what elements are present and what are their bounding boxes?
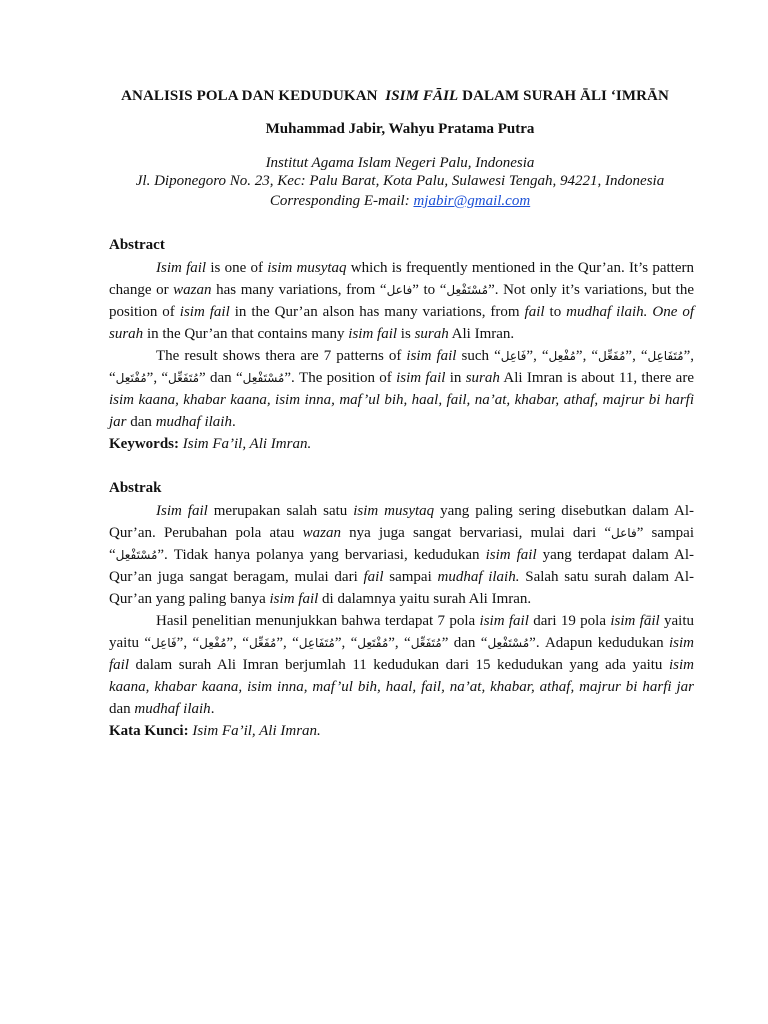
arabic-pattern: مُسْتَفْعِل [242, 371, 285, 385]
title-italic: ISIM FĀIL [385, 88, 459, 104]
keywords-value: Isim Fa’il, Ali Imran. [182, 436, 312, 452]
abstract-id-paragraph-1: Isim fail merupakan salah satu isim musytaq yang paling sering disebutkan dalam Al-Qur’an. Perubahan pola atau wazan nya juga sangat bervariasi, mulai dari “فاعل” sampai “مُسْتَفْعِل”. Tidak hanya polanya yang bervariasi, kedudukan isim fail yang terdapat dalam Al-Qur’an juga sangat beragam, mulai dari fail sampai mudhaf ilaih. Salah satu surah dalam Al-Qur’an yang paling banya isim fail di dalamnya yaitu surah Ali Imran. [109, 503, 695, 607]
paper-title [0, 88, 768, 105]
arabic-pattern: مُتَفَاعِل [298, 636, 335, 650]
address: Jl. Diponegoro No. 23, Kec: Palu Barat, Kota Palu, Sulawesi Tengah, 94221, Indonesia [135, 173, 665, 189]
arabic-pattern: مُتَفَعِّل [168, 371, 200, 385]
keywords-line [109, 433, 694, 455]
arabic-pattern: مُفْعِل [548, 349, 576, 363]
abstract-id [109, 500, 694, 742]
title-text: ANALISIS POLA DAN KEDUDUKAN [121, 88, 378, 104]
abstract-en [109, 257, 694, 455]
arabic-pattern: فاعل [386, 283, 413, 297]
arabic-pattern: مُسْتَفْعِل [446, 283, 489, 297]
keywords-label: Keywords: [109, 436, 179, 452]
arabic-pattern: مُفْتَعِل [115, 371, 147, 385]
abstrak-heading: Abstrak [109, 480, 162, 496]
arabic-pattern: مُفْعِل [199, 636, 227, 650]
arabic-pattern: مُفْتَعِل [357, 636, 389, 650]
arabic-pattern: مُفَعِّل [248, 636, 277, 650]
abstract-en-paragraph-1: Isim fail is one of isim musytaq which is frequently mentioned in the Qur’an. It’s pattern change or wazan has many variations, from “فاعل” to “مُسْتَفْعِل”. Not only it’s variations, but the position of isim fail in the Qur’an alson has many variations, from fail to mudhaf ilaih. One of surah in the Qur’an that contains many isim fail is surah Ali Imran. [109, 260, 695, 342]
arabic-pattern: مُتَفَاعِل [647, 349, 684, 363]
abstract-heading: Abstract [109, 237, 165, 253]
title-text-end: DALAM SURAH ĀLI ‘IMRĀN [462, 88, 669, 104]
kata-kunci-label: Kata Kunci: [109, 723, 189, 739]
institution: Institut Agama Islam Negeri Palu, Indonesia [265, 155, 535, 171]
kata-kunci-line [109, 720, 694, 742]
email-label: Corresponding E-mail: [269, 193, 410, 209]
kata-kunci-value: Isim Fa’il, Ali Imran. [192, 723, 321, 739]
arabic-pattern: مُفَعِّل [598, 349, 626, 363]
email-line [0, 193, 768, 210]
arabic-pattern: فاعل [611, 526, 637, 540]
arabic-pattern: مُتَفَعِّل [410, 636, 442, 650]
email-link[interactable]: mjabir@gmail.com [413, 193, 531, 209]
abstract-id-paragraph-2: Hasil penelitian menunjukkan bahwa terdapat 7 pola isim fail dari 19 pola isim fāil yaitu yaitu “فَاعِل”, “مُفْعِل”, “مُفَعِّل”, “مُتَفَاعِل”, “مُفْتَعِل”, “مُتَفَعِّل” dan “مُسْتَفْعِل”. Adapun kedudukan isim fail dalam surah Ali Imran berjumlah 11 kedudukan dari 15 kedudukan yang ada yaitu isim kaana, khabar kaana, isim inna, maf’ul bih, haal, fail, na’at, khabar, athaf, majrur bi harfi jar dan mudhaf ilaih. [109, 613, 695, 717]
arabic-pattern: فَاعِل [151, 636, 177, 650]
arabic-pattern: مُسْتَفْعِل [487, 636, 530, 650]
arabic-pattern: مُسْتَفْعِل [115, 548, 158, 562]
abstract-en-paragraph-2: The result shows thera are 7 patterns of isim fail such “فَاعِل”, “مُفْعِل”, “مُفَعِّل”, “مُتَفَاعِل”, “مُفْتَعِل”, “مُتَفَعِّل” dan “مُسْتَفْعِل”. The position of isim fail in surah Ali Imran is about 11, there are isim kaana, khabar kaana, isim inna, maf’ul bih, haal, fail, na’at, khabar, athaf, majrur bi harfi jar dan mudhaf ilaih. [109, 348, 694, 430]
arabic-pattern: فَاعِل [500, 349, 527, 363]
authors: Muhammad Jabir, Wahyu Pratama Putra [265, 121, 535, 137]
